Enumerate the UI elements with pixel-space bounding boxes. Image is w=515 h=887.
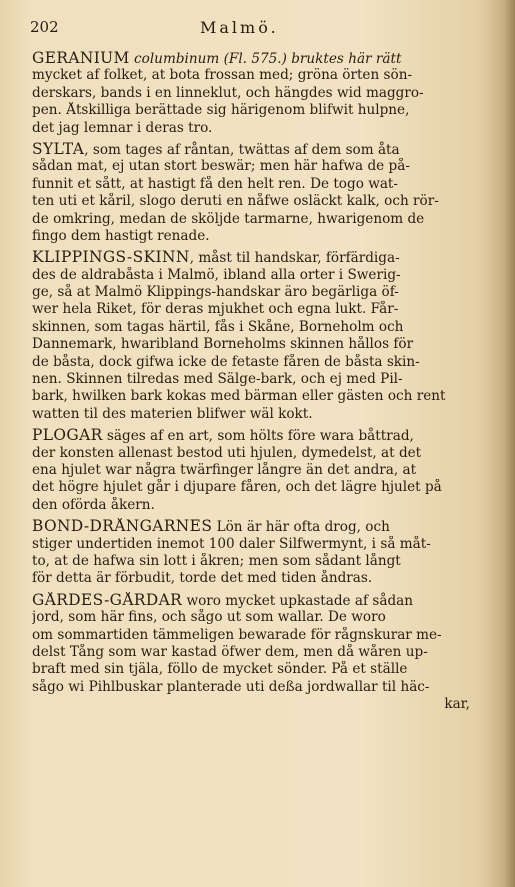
entry-line: der konsten allenast bestod uti hjulen, dymedelst, at det xyxy=(32,444,422,461)
entry-lemma: PLOGAR xyxy=(32,427,103,445)
entry-bond-drangarnes xyxy=(32,518,480,588)
entry-line: för detta är förbudit, torde det med tiden åndras. xyxy=(32,570,373,587)
entry-line: ten uti et kåril, slogo deruti en nåfwe osläckt kalk, och rör- xyxy=(32,193,439,210)
entry-lemma: BOND-DRÅNGARNES xyxy=(32,518,213,536)
entry-line: Dannemark, hwaribland Borneholms skinnen hållos för xyxy=(32,336,414,353)
entry-line: delst Tång som war kastad öfwer dem, men då wåren up- xyxy=(32,643,428,660)
entry-line: det högre hjulet går i djupare fåren, och det lägre hjulet på xyxy=(32,479,442,496)
entry-line: den oförda åkern. xyxy=(32,496,155,513)
entry-line: om sommartiden tämmeligen bewarade för rågnskurar me- xyxy=(32,626,442,643)
entry-gardes-gardar xyxy=(32,592,480,714)
entry-line: nen. Skinnen tilredas med Sälge-bark, och ej med Pil- xyxy=(32,371,403,388)
entry-line: det jag lemnar i deras tro. xyxy=(32,119,213,136)
entry-line: watten til des materien blifwer wäl kokt. xyxy=(32,405,313,422)
entry-line: des de aldrabåsta i Malmö, ibland alla orter i Swerig- xyxy=(32,266,401,283)
entry-line: de omkring, medan de sköljde tarmarne, hwarigenom de xyxy=(32,210,425,227)
entry-line: derskars, bands i en linneklut, och hängdes wid maggro- xyxy=(32,84,424,101)
final-fragment: kar, xyxy=(444,696,470,713)
entry-klippings-skinn xyxy=(32,249,480,423)
entry-line: ena hjulet war några twärfinger långre än det andra, at xyxy=(32,461,417,478)
entry-line: , måst til handskar, förfärdiga- xyxy=(189,250,400,267)
entry-line: pen. Åtskilliga berättade sig härigenom blifwit hulpne, xyxy=(32,102,410,119)
entry-line: mycket af folket, at bota frossan med; gröna örten sön- xyxy=(32,67,413,84)
entry-line: , som tages af råntan, twättas af dem som åta xyxy=(84,141,400,158)
entry-line: de båsta, dock gifwa icke de fetaste fåren de båsta skin- xyxy=(32,353,420,370)
entry-lemma: GERANIUM xyxy=(32,50,130,67)
entry-line: skinnen, som tagas härtil, fås i Skåne, Borneholm och xyxy=(32,318,404,335)
entry-lemma: SYLTA xyxy=(32,140,85,158)
entry-line: säges af en art, som hölts före wara båttrad, xyxy=(102,428,414,445)
entry-line: sågo wi Pihlbuskar planterade uti deßa jordwallar til häc- xyxy=(32,678,430,695)
entry-line: wer hela Riket, för deras mjukhet och egna lukt. Får- xyxy=(32,301,399,318)
entry-line: woro mycket upkastade af sådan xyxy=(182,592,414,609)
page-edge xyxy=(503,0,515,887)
entry-line: jord, som här fins, och sågo ut som wallar. De woro xyxy=(32,609,386,626)
entry-lemma: KLIPPINGS-SKINN xyxy=(32,249,190,267)
entry-line: stiger undertiden inemot 100 daler Silfwermynt, i så måt- xyxy=(32,535,431,552)
entry-line: braft med sin tjäla, föllo de mycket sönder. På et ställe xyxy=(32,661,408,678)
entry-line: Lön är här ofta drog, och xyxy=(212,519,390,536)
entry-line: columbinum (Fl. 575.) bruktes här rätt xyxy=(129,51,402,67)
entry-plogar xyxy=(32,427,480,514)
entry-line: funnit et sått, at hastigt få den helt ren. De togo wat- xyxy=(32,175,398,192)
entry-geranium xyxy=(32,50,480,137)
entry-sylta xyxy=(32,141,480,245)
entry-line: bark, hwilken bark kokas med bärman eller gästen och rent xyxy=(32,388,446,405)
entry-line: ge, så at Malmö Klippings-handskar äro begärliga öf- xyxy=(32,284,399,301)
running-title: Malmö. xyxy=(200,18,279,37)
page-body xyxy=(32,50,480,717)
page-number: 202 xyxy=(30,18,59,36)
page-header xyxy=(30,18,470,40)
entry-line: sådan mat, ej utan stort beswär; men här hafwa de på- xyxy=(32,158,410,175)
entry-line: to, at de hafwa sin lott i åkren; men som sådant långt xyxy=(32,552,401,569)
entry-line: fingo dem hastigt renade. xyxy=(32,227,210,244)
entry-lemma: GÅRDES-GÅRDAR xyxy=(32,591,183,609)
